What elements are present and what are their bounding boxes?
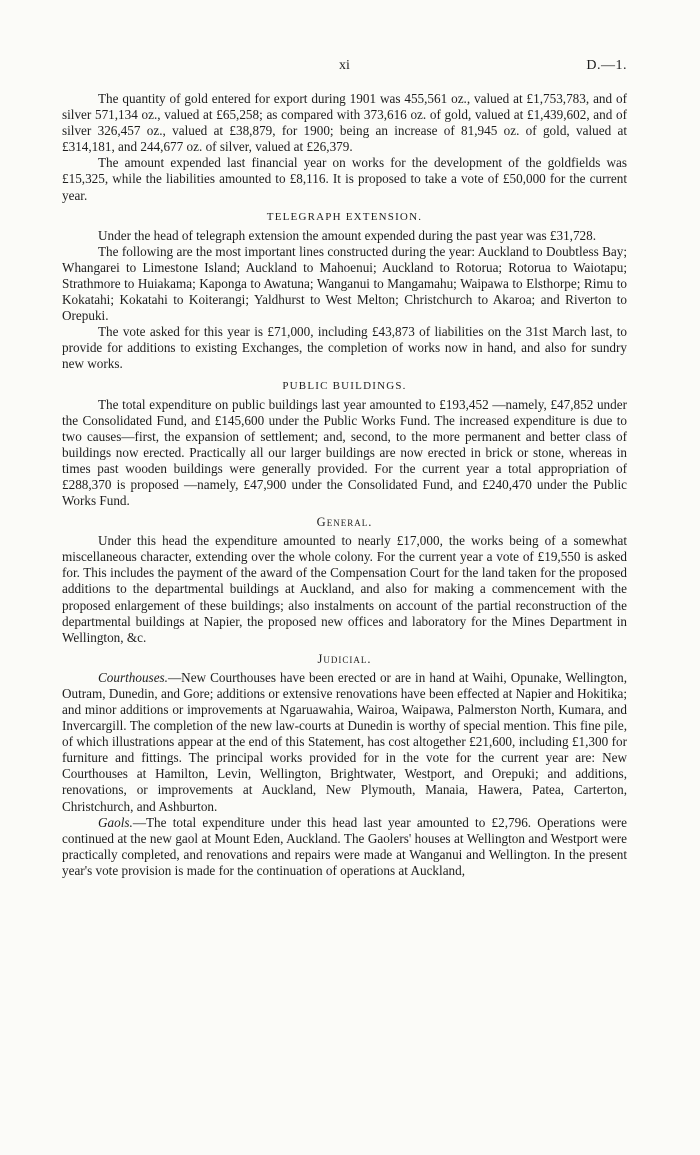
paragraph-courthouses [62,670,627,815]
courthouses-text: —New Courthouses have been erected or are in hand at Waihi, Opunake, Wellington, Outram, Dunedin, and Gore; additions or extensive renovations have been effected at Napier and Hokitika; and minor additions or improvements at Ngaruawahia, Wairoa, Waipawa, Palmerston North, Kumara, and Invercargill. The completion of the new law-courts at Dunedin is worthy of special mention. This fine pile, of which illustrations appear at the end of this Statement, has cost altogether £21,600, including £1,300 for furniture and fittings. The principal works provided for in the vote for the current year are: New Courthouses at Hamilton, Levin, Wellington, Brightwater, Westport, and Orepuki; and additions, renovations, or improvements at Auckland, New Plymouth, Manaia, Hawera, Patea, Carterton, Christchurch, and Ashburton. [62,669,627,814]
gaols-label: Gaols. [98,814,133,830]
heading-public-buildings: PUBLIC BUILDINGS. [282,379,407,392]
courthouses-label: Courthouses. [98,669,168,685]
document-body [62,91,627,879]
heading-telegraph-extension: TELEGRAPH EXTENSION. [266,210,423,223]
paragraph-telegraph-vote: The vote asked for this year is £71,000, including £43,873 of liabilities on the 31st March last, to provide for additions to existing Exchanges, the completion of works now in hand, and also for sundry new works. [62,324,627,372]
paragraph-telegraph-expenditure: Under the head of telegraph extension the amount expended during the past year was £31,728. [98,227,597,243]
heading-general: General. [316,515,373,530]
page-number: xi [339,58,350,73]
running-header [62,58,627,78]
paragraph-goldfields: The amount expended last financial year on works for the development of the goldfields was £15,325, while the liabilities amounted to £8,116. It is proposed to take a vote of £50,000 for the current year. [62,155,627,203]
paragraph-gaols [62,815,627,879]
document-reference: D.—1. [586,58,627,73]
heading-judicial: Judicial. [317,651,372,666]
gaols-text: —The total expenditure under this head last year amounted to £2,796. Operations were continued at the new gaol at Mount Eden, Auckland. The Gaolers' houses at Wellington and Westport were practically completed, and renovations and repairs were made at Wanganui and Wellington. In the present year's vote provision is made for the continuation of operations at Auckland, [62,814,627,878]
paragraph-gold-export: The quantity of gold entered for export during 1901 was 455,561 oz., valued at £1,753,783, and of silver 571,134 oz., valued at £65,258; as compared with 373,616 oz. of gold, valued at £1,439,602, and of silver 326,457 oz., valued at £38,879, for 1900; being an increase of 81,945 oz. of gold, valued at £314,181, and 244,677 oz. of silver, valued at £26,379. [62,91,627,155]
paragraph-telegraph-lines: The following are the most important lines constructed during the year: Auckland to Doubtless Bay; Whangarei to Limestone Island; Auckland to Mahoenui; Auckland to Rotorua; Rotorua to Waiotapu; Strathmore to Huiakama; Kaponga to Awatuna; Wanganui to Mangamahu; Waipawa to Elsthorpe; Rimu to Kokatahi; Kokatahi to Koiterangi; Yaldhurst to West Melton; Christchurch to Akaroa; and Riverton to Orepuki. [62,243,627,324]
paragraph-public-buildings: The total expenditure on public buildings last year amounted to £193,452 —namely, £47,852 under the Consolidated Fund, and £145,600 under the Public Works Fund. The increased expenditure is due to two causes—first, the expansion of settlement; and, second, to the more permanent and better class of buildings now erected. Practically all our larger buildings are now erected in brick or stone, whereas in times past wooden buildings were generally provided. For the current year a total appropriation of £288,370 is proposed —namely, £47,900 under the Consolidated Fund, and £240,470 under the Public Works Fund. [62,396,627,509]
paragraph-general: Under this head the expenditure amounted to nearly £17,000, the works being of a somewhat miscellaneous character, extending over the whole colony. For the current year a vote of £19,550 is asked for. This includes the payment of the award of the Compensation Court for the land taken for the proposed additions to the departmental buildings at Auckland, and also for making a commencement with the proposed enlargement of these buildings; also instalments on account of the partial reconstruction of the departmental buildings at Napier, the proposed new offices and laboratory for the Mines Department in Wellington, &c. [62,533,627,645]
